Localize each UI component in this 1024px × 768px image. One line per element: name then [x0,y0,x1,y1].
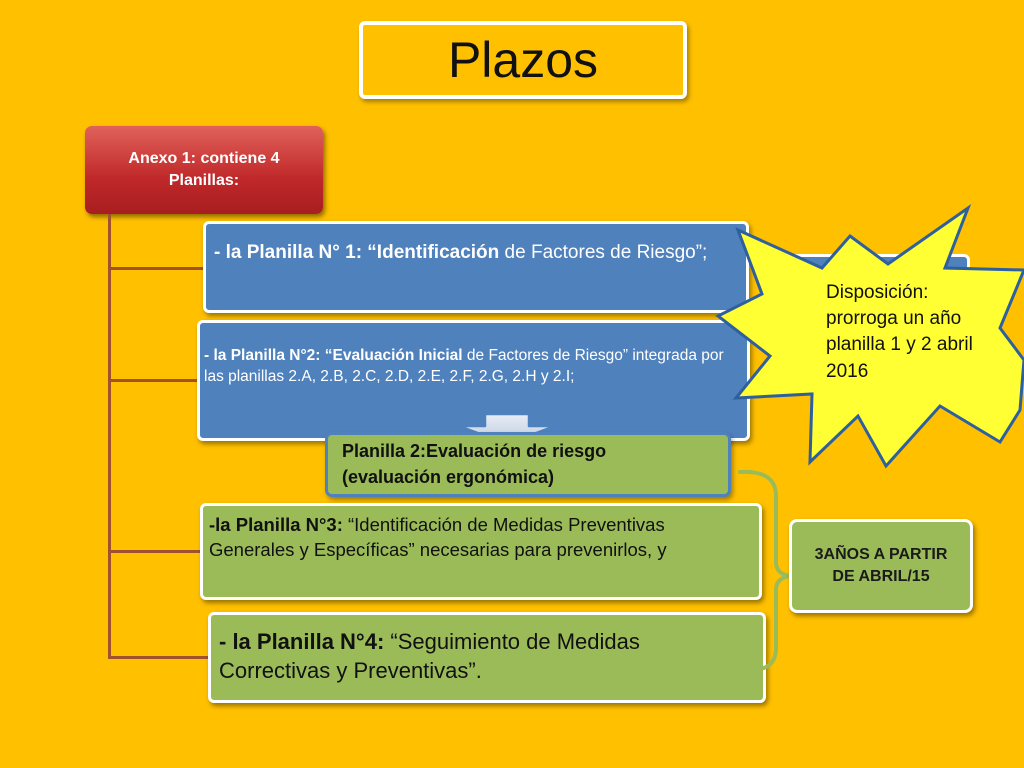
starburst-line4: 2016 [826,360,869,382]
connector-branch-1 [108,267,205,270]
node-evaluacion-riesgo [325,432,731,497]
planilla-2-text: de Factores de Riesgo” integrada por las planillas 2.A, 2.B, 2.C, 2.D, 2.E, 2.F, 2.G, 2.H y 2.I; [204,347,724,386]
deadline-line2: DE ABRIL/15 [832,568,930,585]
starburst-line1: Disposición: [826,282,929,303]
planilla-3-text: “Identificación de Medidas Preventivas Generales y Específicas” necesarias para prevenirlos, y [209,514,667,560]
planilla-1-title: - la Planilla N° 1: “Identificación [214,242,500,263]
node-planilla-3 [200,503,762,600]
node-deadline [789,519,973,613]
planilla-4-text: “Seguimiento de Medidas Correctivas y Preventivas”. [219,629,640,684]
connector-branch-3 [108,550,202,553]
node-planilla-4 [208,612,766,703]
connector-branch-4 [108,656,210,659]
planilla-2-bold: “Evaluación Inicial [324,347,463,364]
root-label-line1: Anexo 1: contiene 4 [128,149,280,167]
starburst-line3: planilla 1 y 2 abril [826,334,973,356]
starburst-text [826,280,1016,385]
title-box [359,21,687,99]
connector-trunk [108,214,111,658]
evaluacion-line1: Planilla 2:Evaluación de riesgo [342,441,607,461]
page-title: Plazos [447,32,599,88]
deadline-line1: 3AÑOS A PARTIR [814,546,948,564]
connector-branch-2 [108,379,199,382]
root-label-line2: Planillas: [168,172,240,189]
node-planilla-1 [203,221,749,313]
planilla-1-text: de Factores de Riesgo”; [499,242,708,263]
planilla-4-title: - la Planilla N°4: [219,629,385,654]
root-node-anexo [85,126,323,214]
evaluacion-line2: (evaluación ergonómica) [342,467,555,488]
planilla-2-title: - la Planilla N°2: [204,347,325,364]
starburst-line2: prorroga un año [826,308,962,330]
planilla-3-title: -la Planilla N°3: [209,514,343,535]
